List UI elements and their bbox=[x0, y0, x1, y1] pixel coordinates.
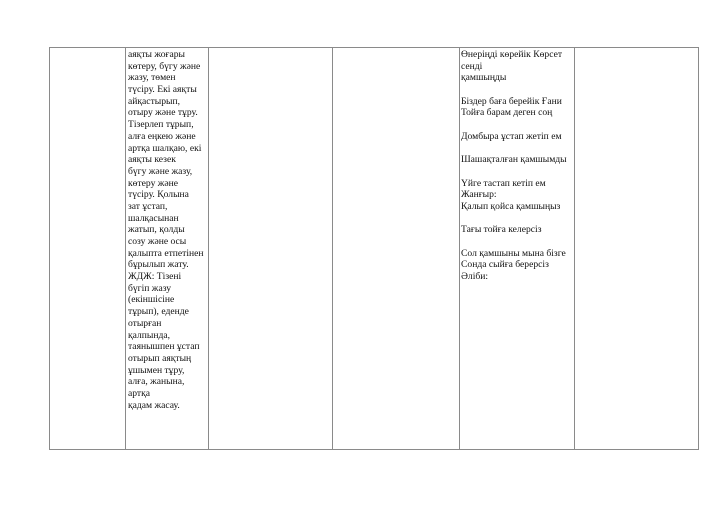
exercise-line: таянышпен ұстап bbox=[128, 341, 200, 353]
blank-line bbox=[461, 84, 567, 96]
exercise-line: айқастырып, bbox=[128, 95, 180, 107]
lyrics-line: Әліби: bbox=[461, 271, 489, 283]
blank-line bbox=[461, 143, 567, 155]
table-column-5 bbox=[459, 47, 460, 450]
blank-line bbox=[461, 119, 567, 131]
exercise-line: ұшымен тұру, bbox=[128, 364, 185, 376]
exercise-line: отыру және тұру. bbox=[128, 107, 198, 119]
exercise-line: отырып аяқтың bbox=[128, 352, 192, 364]
exercise-line: шалқасынан bbox=[128, 212, 179, 224]
exercise-line: созу және осы bbox=[128, 236, 187, 247]
exercise-line: көтеру, бүгу және bbox=[128, 60, 201, 72]
lyrics-line: Біздер баға берейік Ғани bbox=[461, 95, 562, 107]
exercise-line: қалпында, bbox=[128, 329, 171, 341]
exercise-line: көтеру және bbox=[128, 177, 179, 189]
exercise-line: бұрылып жату. bbox=[128, 259, 189, 271]
exercise-line: артқа шалқаю, екі bbox=[128, 142, 202, 154]
exercise-line: түсіру. Қолына bbox=[128, 189, 189, 201]
lyrics-line: қамшыңды bbox=[461, 72, 507, 84]
exercise-line: аяқты жоғары bbox=[128, 49, 185, 60]
song-lyrics-text bbox=[461, 49, 567, 283]
exercise-line: аяқты кезек bbox=[128, 154, 176, 166]
exercise-line: артқа bbox=[128, 387, 151, 399]
exercise-line: бүгу және жазу, bbox=[128, 165, 193, 177]
table-column-6 bbox=[574, 47, 575, 450]
lyrics-line: Домбыра ұстап жетіп ем bbox=[461, 130, 562, 142]
table-column-1 bbox=[49, 47, 50, 450]
exercise-line: ЖДЖ: Тізені bbox=[128, 271, 182, 283]
exercise-line: алға, жанына, bbox=[128, 376, 185, 388]
exercise-line: (екіншісіне bbox=[128, 294, 175, 306]
exercise-line: қадам жасау. bbox=[128, 399, 180, 411]
exercise-line: қалыпта етпетінен bbox=[128, 247, 204, 259]
exercise-line: жазу, төмен bbox=[128, 72, 176, 84]
exercise-line: Тізерлеп тұрып, bbox=[128, 119, 194, 131]
lyrics-line: Өнеріңді көрейік Көрсет bbox=[461, 49, 563, 60]
table-column-2 bbox=[125, 47, 126, 450]
lyrics-line: Үйге тастап кетіп ем bbox=[461, 177, 546, 189]
lyrics-line: Тағы тойға келерсіз bbox=[461, 224, 542, 236]
table-column-3 bbox=[208, 47, 209, 450]
lyrics-line: Шашақталған қамшымды bbox=[461, 154, 567, 166]
exercise-line: отырған bbox=[128, 317, 162, 329]
exercise-line: бүгіп жазу bbox=[128, 282, 172, 294]
exercise-line: жатып, қолды bbox=[128, 224, 185, 236]
exercise-line: тұрып), еденде bbox=[128, 306, 189, 318]
lyrics-line: Қалып қойса қамшыңыз bbox=[461, 200, 561, 212]
lyrics-line: сенді bbox=[461, 60, 483, 72]
exercise-description-text bbox=[128, 49, 204, 411]
lyrics-line: Сонда сыйға берерсіз bbox=[461, 259, 549, 271]
lyrics-line: Тойға барам деген соң bbox=[461, 107, 553, 119]
exercise-line: түсіру. Екі аяқты bbox=[128, 84, 197, 96]
exercise-line: алға еңкею және bbox=[128, 130, 196, 142]
blank-line bbox=[461, 213, 567, 225]
lyrics-line: Сол қамшыны мына бізге bbox=[461, 247, 566, 259]
blank-line bbox=[461, 236, 567, 248]
table-column-4 bbox=[332, 47, 333, 450]
exercise-line: зат ұстап, bbox=[128, 200, 168, 212]
lyrics-line: Жанғыр: bbox=[461, 189, 497, 201]
blank-line bbox=[461, 166, 567, 178]
